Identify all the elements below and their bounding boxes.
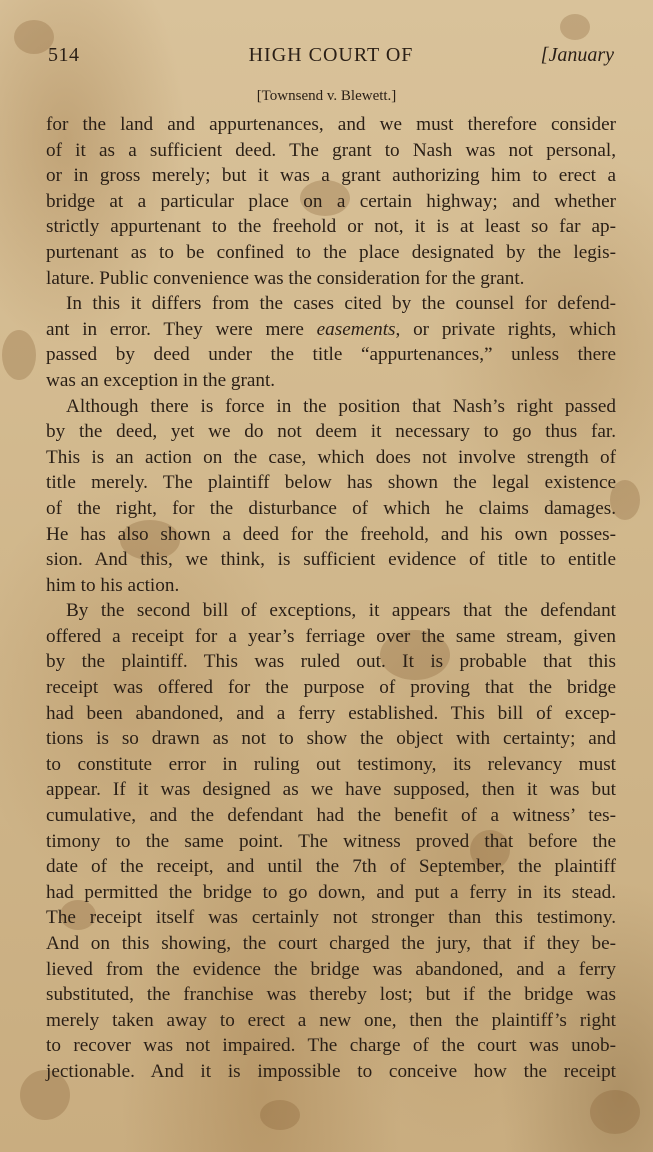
foxing-spot — [260, 1100, 300, 1130]
text-line: had permitted the bridge to go down, and put a ferry in its stead. — [46, 881, 616, 903]
running-head: HIGH COURT OF — [248, 44, 414, 66]
text-line: sion. And this, we think, is sufficient evidence of title to entitle — [46, 549, 616, 571]
text-line: In this it differs from the cases cited by the counsel for defend- — [66, 293, 616, 315]
text-line: appear. If it was designed as we have supposed, then it was but — [46, 779, 616, 801]
running-head-month: [January — [540, 44, 614, 66]
foxing-spot — [2, 330, 36, 380]
text-line: cumulative, and the defendant had the benefit of a witness’ tes- — [46, 805, 616, 827]
text-line: strictly appurtenant to the freehold or not, it is at least so far ap- — [46, 216, 616, 238]
text-line: receipt was offered for the purpose of proving that the bridge — [46, 677, 616, 699]
text-line: The receipt itself was certainly not stronger than this testimony. — [46, 907, 616, 929]
text-line: him to his action. — [46, 574, 180, 596]
case-reference: [Townsend v. Blewett.] — [256, 88, 397, 104]
text-line: substituted, the franchise was thereby lost; but if the bridge was — [46, 984, 616, 1006]
text-line: by the plaintiff. This was ruled out. It is probable that this — [46, 651, 616, 673]
text-line: to recover was not impaired. The charge of the court was unob- — [46, 1035, 616, 1057]
page-number: 514 — [48, 44, 80, 66]
page-header — [48, 42, 614, 72]
text-line: by the deed, yet we do not deem it necessary to go thus far. — [46, 421, 616, 443]
emphasis: easements — [316, 318, 396, 340]
text-line: And on this showing, the court charged the jury, that if they be- — [46, 933, 616, 954]
paragraph — [46, 598, 616, 1084]
paragraph — [46, 291, 616, 393]
text-line: He has also shown a deed for the freehold, and his own posses- — [46, 523, 616, 545]
text-line: merely taken away to erect a new one, then the plaintiff’s right — [46, 1009, 616, 1031]
text-line: for the land and appurtenances, and we must therefore consider — [46, 114, 616, 135]
foxing-spot — [590, 1090, 640, 1134]
text-line: offered a receipt for a year’s ferriage over the same stream, given — [46, 625, 616, 647]
text-line: of the right, for the disturbance of which he claims damages. — [46, 497, 616, 519]
text-line: bridge at a particular place on a certain highway; and whether — [46, 190, 616, 212]
body-text — [46, 112, 616, 1085]
text-line: lature. Public convenience was the consideration for the grant. — [46, 267, 525, 289]
text-line: to constitute error in ruling out testimony, its relevancy must — [46, 753, 616, 775]
text-line: ant in error. They were mere easements, or private rights, which — [46, 318, 616, 340]
foxing-spot — [560, 14, 590, 40]
text-line: passed by deed under the title “appurtenances,” unless there — [46, 344, 616, 366]
text-line: was an exception in the grant. — [46, 369, 276, 391]
text-line: date of the receipt, and until the 7th of September, the plaintiff — [46, 856, 616, 878]
text-line: or in gross merely; but it was a grant authorizing him to erect a — [46, 165, 616, 187]
text-line: of it as a sufficient deed. The grant to Nash was not personal, — [46, 139, 616, 161]
text-line: jectionable. And it is impossible to conceive how the receipt — [46, 1060, 616, 1082]
text-line: title merely. The plaintiff below has shown the legal existence — [46, 472, 616, 494]
paragraph — [46, 394, 616, 599]
text-line: This is an action on the case, which does not involve strength of — [46, 446, 616, 468]
text-line: Although there is force in the position that Nash’s right passed — [66, 395, 616, 417]
text-line: timony to the same point. The witness proved that before the — [46, 830, 616, 852]
text-line: By the second bill of exceptions, it appears that the defendant — [66, 600, 616, 622]
text-line: had been abandoned, and a ferry established. This bill of excep- — [46, 702, 616, 724]
paragraph — [46, 112, 616, 291]
text-line: tions is so drawn as not to show the object with certainty; and — [46, 728, 616, 750]
text-line: purtenant as to be confined to the place designated by the legis- — [46, 241, 616, 263]
text-line: lieved from the evidence the bridge was abandoned, and a ferry — [46, 958, 616, 980]
